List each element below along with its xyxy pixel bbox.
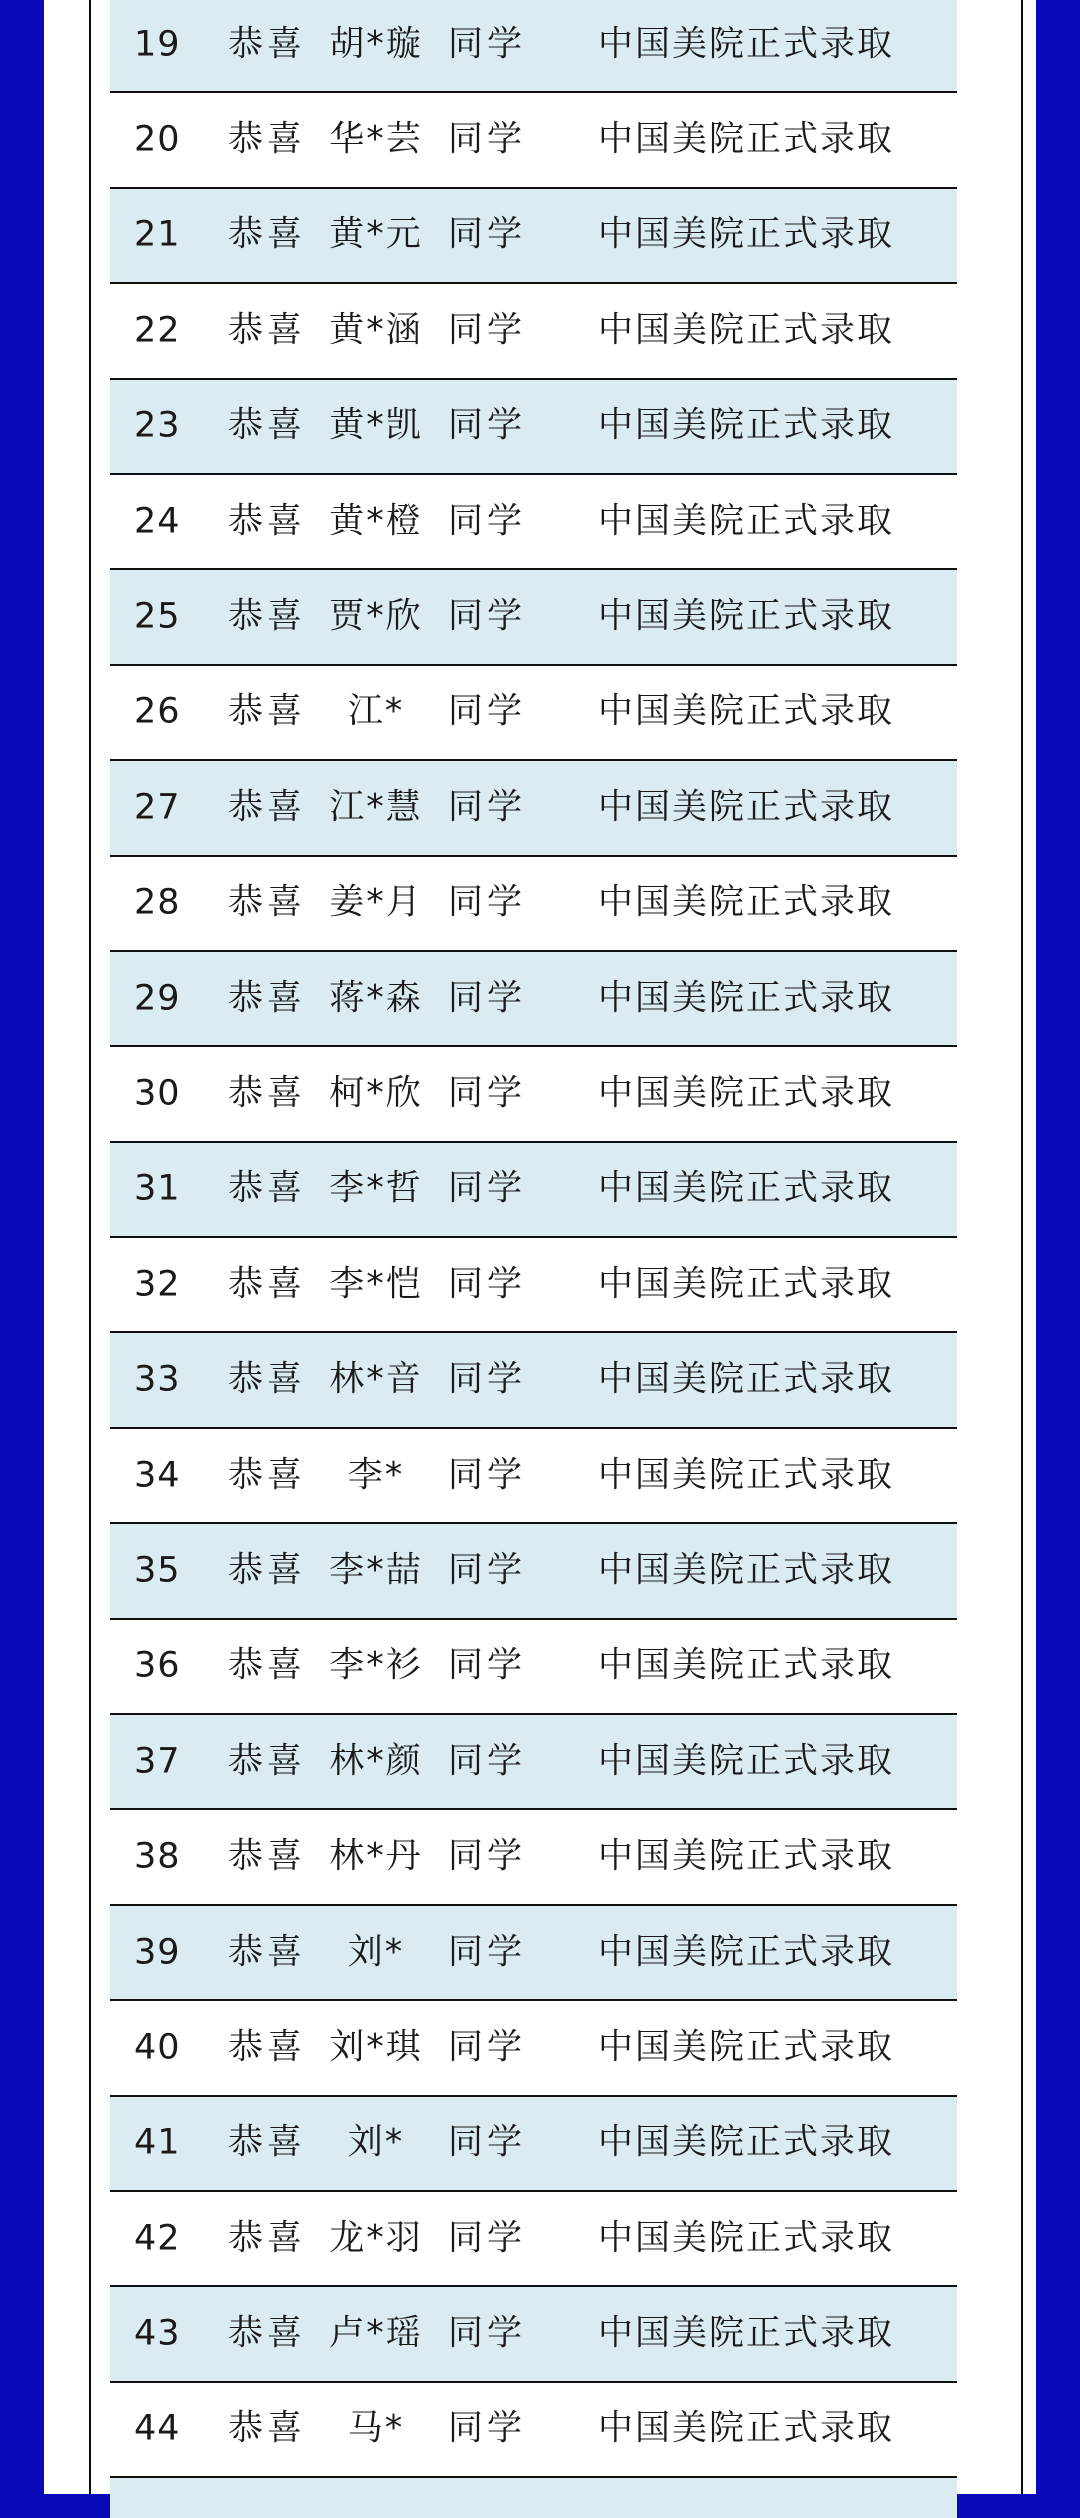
student-name: 黄*元 bbox=[329, 214, 423, 255]
list-row-partial bbox=[110, 2478, 957, 2518]
suffix-word: 同学 bbox=[448, 119, 527, 160]
congrats-word: 恭喜 bbox=[228, 405, 307, 446]
student-name: 林*颜 bbox=[329, 1741, 423, 1782]
suffix-word: 同学 bbox=[448, 2027, 527, 2068]
suffix-word: 同学 bbox=[448, 2122, 527, 2163]
list-row bbox=[110, 189, 957, 284]
list-row bbox=[110, 1238, 957, 1333]
congrats-word: 恭喜 bbox=[228, 596, 307, 637]
suffix-word: 同学 bbox=[448, 2408, 527, 2449]
row-number: 26 bbox=[134, 691, 181, 732]
row-number: 43 bbox=[134, 2313, 181, 2354]
row-number: 24 bbox=[134, 501, 181, 542]
row-number: 34 bbox=[134, 1455, 181, 1496]
congrats-word: 恭喜 bbox=[228, 1932, 307, 1972]
list-row bbox=[110, 284, 957, 379]
list-row bbox=[110, 1620, 957, 1715]
student-name: 黄*橙 bbox=[329, 501, 423, 542]
row-number: 23 bbox=[134, 405, 181, 446]
student-name: 胡*璇 bbox=[329, 24, 423, 65]
suffix-word: 同学 bbox=[448, 1359, 527, 1400]
student-name: 李* bbox=[347, 1455, 405, 1496]
list-row bbox=[110, 666, 957, 761]
list-row bbox=[110, 857, 957, 952]
congrats-word: 恭喜 bbox=[228, 1359, 307, 1400]
admission-result: 中国美院正式录取 bbox=[598, 214, 895, 255]
congrats-word: 恭喜 bbox=[228, 24, 307, 65]
row-number: 39 bbox=[134, 1932, 181, 1972]
list-row bbox=[110, 2383, 957, 2478]
admission-result: 中国美院正式录取 bbox=[598, 310, 895, 351]
list-row bbox=[110, 570, 957, 665]
student-name: 刘*琪 bbox=[329, 2027, 423, 2068]
student-name: 李*哲 bbox=[329, 1168, 423, 1209]
congrats-word: 恭喜 bbox=[228, 2218, 307, 2259]
list-row bbox=[110, 1143, 957, 1238]
admission-result: 中国美院正式录取 bbox=[598, 1932, 895, 1972]
row-number: 29 bbox=[134, 978, 181, 1019]
suffix-word: 同学 bbox=[448, 1168, 527, 1209]
student-name: 刘* bbox=[347, 2122, 405, 2163]
suffix-word: 同学 bbox=[448, 978, 527, 1019]
admission-result: 中国美院正式录取 bbox=[598, 405, 895, 446]
list-row bbox=[110, 380, 957, 475]
row-number: 27 bbox=[134, 787, 181, 828]
admission-result: 中国美院正式录取 bbox=[598, 1455, 895, 1496]
admission-result: 中国美院正式录取 bbox=[598, 978, 895, 1019]
row-number: 41 bbox=[134, 2122, 181, 2163]
list-row bbox=[110, 93, 957, 188]
admission-result: 中国美院正式录取 bbox=[598, 882, 895, 923]
student-name: 林*音 bbox=[329, 1359, 423, 1400]
suffix-word: 同学 bbox=[448, 1741, 527, 1782]
congrats-word: 恭喜 bbox=[228, 501, 307, 542]
suffix-word: 同学 bbox=[448, 1550, 527, 1591]
student-name: 李*恺 bbox=[329, 1264, 423, 1305]
congrats-word: 恭喜 bbox=[228, 2408, 307, 2449]
row-number: 25 bbox=[134, 596, 181, 637]
admission-result: 中国美院正式录取 bbox=[598, 1741, 895, 1782]
congrats-word: 恭喜 bbox=[228, 1550, 307, 1591]
row-number: 20 bbox=[134, 119, 181, 160]
suffix-word: 同学 bbox=[448, 2313, 527, 2354]
row-number: 42 bbox=[134, 2218, 181, 2259]
admission-result: 中国美院正式录取 bbox=[598, 2027, 895, 2068]
suffix-word: 同学 bbox=[448, 1264, 527, 1305]
list-row bbox=[110, 1906, 957, 2001]
suffix-word: 同学 bbox=[448, 501, 527, 542]
list-row bbox=[110, 2097, 957, 2192]
student-name: 林*丹 bbox=[329, 1836, 423, 1877]
list-row bbox=[110, 952, 957, 1047]
row-number: 28 bbox=[134, 882, 181, 923]
row-number: 32 bbox=[134, 1264, 181, 1305]
congrats-word: 恭喜 bbox=[228, 2122, 307, 2163]
row-number: 30 bbox=[134, 1073, 181, 1114]
list-row bbox=[110, 761, 957, 856]
list-row bbox=[110, 1810, 957, 1905]
congrats-word: 恭喜 bbox=[228, 1264, 307, 1305]
congrats-word: 恭喜 bbox=[228, 214, 307, 255]
suffix-word: 同学 bbox=[448, 1455, 527, 1496]
admission-list bbox=[110, 0, 957, 2518]
congrats-word: 恭喜 bbox=[228, 119, 307, 160]
admission-result: 中国美院正式录取 bbox=[598, 787, 895, 828]
suffix-word: 同学 bbox=[448, 310, 527, 351]
list-row bbox=[110, 1715, 957, 1810]
admission-result: 中国美院正式录取 bbox=[598, 691, 895, 732]
list-row bbox=[110, 475, 957, 570]
student-name: 姜*月 bbox=[329, 882, 423, 923]
admission-result: 中国美院正式录取 bbox=[598, 2122, 895, 2163]
congrats-word: 恭喜 bbox=[228, 1455, 307, 1496]
admission-result: 中国美院正式录取 bbox=[598, 2218, 895, 2259]
list-row bbox=[110, 1047, 957, 1142]
congrats-word: 恭喜 bbox=[228, 1073, 307, 1114]
row-number: 37 bbox=[134, 1741, 181, 1782]
congrats-word: 恭喜 bbox=[228, 2313, 307, 2354]
congrats-word: 恭喜 bbox=[228, 691, 307, 732]
student-name: 龙*羽 bbox=[329, 2218, 423, 2259]
congrats-word: 恭喜 bbox=[228, 1645, 307, 1686]
congrats-word: 恭喜 bbox=[228, 1741, 307, 1782]
list-row bbox=[110, 1333, 957, 1428]
suffix-word: 同学 bbox=[448, 24, 527, 65]
student-name: 李*衫 bbox=[329, 1645, 423, 1686]
student-name: 江* bbox=[347, 691, 405, 732]
suffix-word: 同学 bbox=[448, 405, 527, 446]
admission-result: 中国美院正式录取 bbox=[598, 1264, 895, 1305]
congrats-word: 恭喜 bbox=[228, 787, 307, 828]
admission-result: 中国美院正式录取 bbox=[598, 1550, 895, 1591]
admission-result: 中国美院正式录取 bbox=[598, 24, 895, 65]
student-name: 蒋*森 bbox=[329, 978, 423, 1019]
list-row bbox=[110, 1429, 957, 1524]
student-name: 刘* bbox=[347, 1932, 405, 1972]
admission-result: 中国美院正式录取 bbox=[598, 1168, 895, 1209]
suffix-word: 同学 bbox=[448, 2218, 527, 2259]
row-number: 33 bbox=[134, 1359, 181, 1400]
list-row bbox=[110, 2192, 957, 2287]
student-name: 黄*凯 bbox=[329, 405, 423, 446]
suffix-word: 同学 bbox=[448, 1645, 527, 1686]
admission-result: 中国美院正式录取 bbox=[598, 1073, 895, 1114]
congrats-word: 恭喜 bbox=[228, 1168, 307, 1209]
row-number: 35 bbox=[134, 1550, 181, 1591]
admission-result: 中国美院正式录取 bbox=[598, 501, 895, 542]
row-number: 44 bbox=[134, 2408, 181, 2449]
row-number: 19 bbox=[134, 24, 181, 65]
suffix-word: 同学 bbox=[448, 787, 527, 828]
list-row bbox=[110, 1524, 957, 1619]
list-row bbox=[110, 2001, 957, 2096]
congrats-word: 恭喜 bbox=[228, 1836, 307, 1877]
admission-result: 中国美院正式录取 bbox=[598, 119, 895, 160]
row-number: 31 bbox=[134, 1168, 181, 1209]
student-name: 柯*欣 bbox=[329, 1073, 423, 1114]
congrats-word: 恭喜 bbox=[228, 978, 307, 1019]
student-name: 李*喆 bbox=[329, 1550, 423, 1591]
list-row bbox=[110, 2287, 957, 2382]
admission-result: 中国美院正式录取 bbox=[598, 1836, 895, 1877]
row-number: 40 bbox=[134, 2027, 181, 2068]
row-number: 22 bbox=[134, 310, 181, 351]
suffix-word: 同学 bbox=[448, 1836, 527, 1877]
admission-result: 中国美院正式录取 bbox=[598, 1645, 895, 1686]
admission-result: 中国美院正式录取 bbox=[598, 2313, 895, 2354]
suffix-word: 同学 bbox=[448, 1073, 527, 1114]
student-name: 卢*瑶 bbox=[329, 2313, 423, 2354]
congrats-word: 恭喜 bbox=[228, 2027, 307, 2068]
congrats-word: 恭喜 bbox=[228, 310, 307, 351]
admission-result: 中国美院正式录取 bbox=[598, 1359, 895, 1400]
suffix-word: 同学 bbox=[448, 1932, 527, 1972]
suffix-word: 同学 bbox=[448, 882, 527, 923]
student-name: 黄*涵 bbox=[329, 310, 423, 351]
student-name: 江*慧 bbox=[329, 787, 423, 828]
list-row bbox=[110, 0, 957, 93]
row-number: 38 bbox=[134, 1836, 181, 1877]
row-number: 36 bbox=[134, 1645, 181, 1686]
row-number: 21 bbox=[134, 214, 181, 255]
suffix-word: 同学 bbox=[448, 691, 527, 732]
student-name: 马* bbox=[347, 2408, 405, 2449]
suffix-word: 同学 bbox=[448, 596, 527, 637]
admission-result: 中国美院正式录取 bbox=[598, 596, 895, 637]
student-name: 贾*欣 bbox=[329, 596, 423, 637]
congrats-word: 恭喜 bbox=[228, 882, 307, 923]
student-name: 华*芸 bbox=[329, 119, 423, 160]
suffix-word: 同学 bbox=[448, 214, 527, 255]
admission-result: 中国美院正式录取 bbox=[598, 2408, 895, 2449]
